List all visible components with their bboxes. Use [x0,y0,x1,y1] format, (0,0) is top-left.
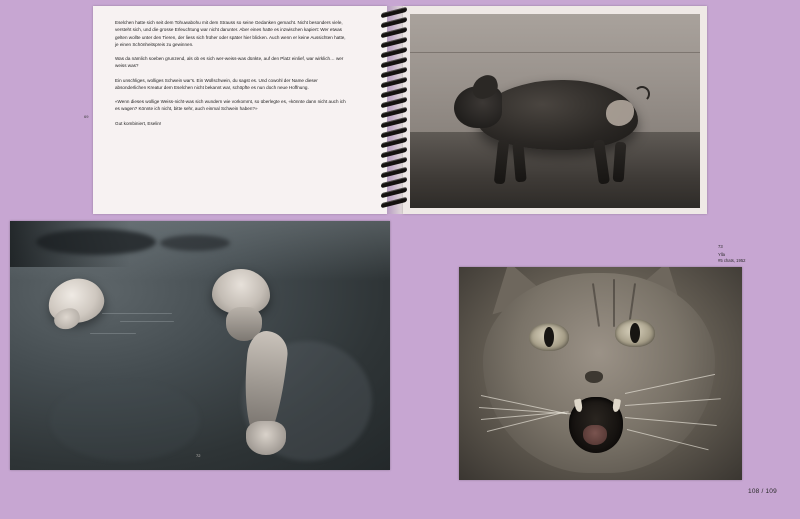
story-paragraph: Eselchen hatte sich seit dem Tohuwabohu mit dem Strauss so seine Gedanken gemacht. Nicht besonders viele, versteht sich, und die grosse Erleuchtung war nicht darunter. Aber eines hatte es inzwischen kapiert: Wer etwas gelten wollte unter den Tieren, der liess sich früher oder später hier blicken. Auch wenn er keine Aussichten hatte, je einen Schönheitspreis zu gewinnen. [115,20,346,47]
cat-fur-marking [592,283,600,327]
caption-title: #5 chats, 1952 [718,258,746,263]
book-spread-top [84,6,707,214]
cat-pupil-left [544,327,554,347]
polar-bears-photograph-spread [10,221,390,470]
cat-eye-right [615,319,655,347]
photo-page-woolly-pig [403,6,707,214]
caption-number: 73 [718,244,723,249]
page-number-72: 72 [196,453,201,458]
cat-eye-left [529,323,569,351]
water-ripple [90,333,136,334]
cat-fur-marking [613,279,615,327]
water-ripple [120,321,174,322]
story-paragraph: Ein unschliges, wolliges Schwein war's. Ein Wollschwein, du sagst es. Und cowohl der Name dieser absonderlichen Kreatur dem Eselchen nicht bekannt war, schöpfte es nun doch neue Hoffnung. [115,77,318,90]
text-page-69 [84,6,387,214]
water-highlight [50,381,200,461]
water-ripple [102,313,172,314]
cat-tongue [583,425,607,445]
pig-tail [634,86,650,102]
water-shadow [36,229,156,255]
spiral-binding-icon [381,6,409,214]
hissing-cat-photograph [459,267,742,480]
water-shadow [160,235,230,251]
woolly-pig-photograph [410,14,700,208]
photo-caption-ylla [718,244,794,265]
story-paragraph: Gut kombiniert, Eselin! [115,120,162,126]
page-number-69: 69 [84,114,89,119]
footer-page-numbers: 108 / 109 [748,488,777,495]
cat-pupil-right [630,323,640,343]
caption-photographer: Ylla [718,251,725,257]
cat-nose [585,371,603,383]
story-paragraph: «Wenn dieses wollige Weiss-nicht-was sich wundern wie vorkommt, so überlegte es, «könnte dann nicht auch ich es wagen? Könnte ich nicht, bitte sehr, auch einmal Schwein haben?» [115,99,346,112]
story-text-column [115,19,347,134]
bear-paw [246,421,286,455]
story-paragraph: Was da nämlich soeben grunzend, als ob es sich wer-weiss-was dünkte, auf den Platz einlief, war wirklich… wer weiss was? [115,56,344,69]
